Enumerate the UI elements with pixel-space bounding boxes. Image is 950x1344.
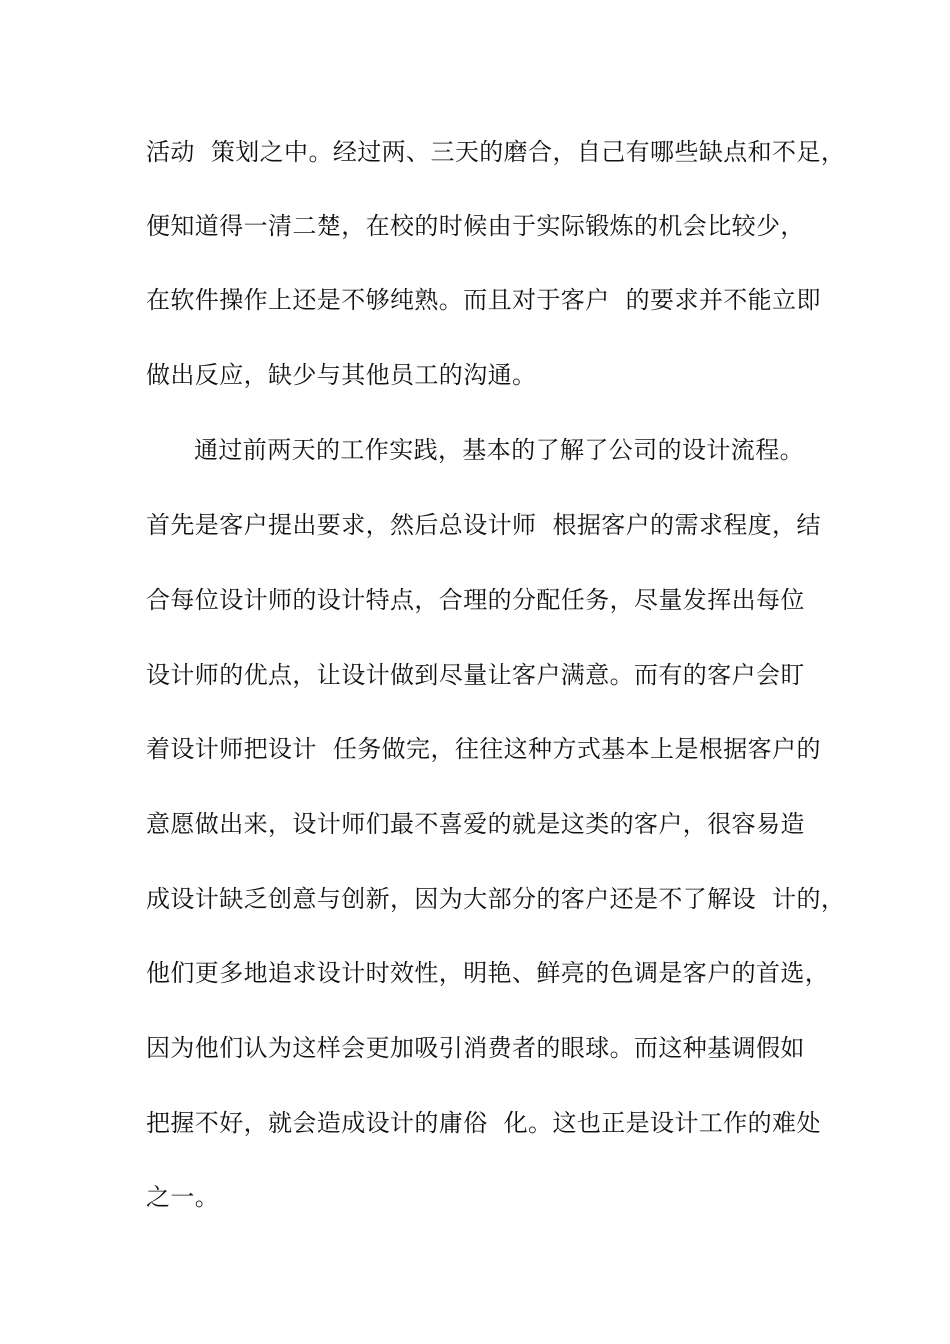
text-line: 合每位设计师的设计特点，合理的分配任务，尽量发挥出每位: [146, 586, 805, 614]
text-line: 因为他们认为这样会更加吸引消费者的眼球。而这种基调假如: [146, 1034, 805, 1062]
text-line: 之一。: [146, 1183, 220, 1211]
text-line: 他们更多地追求设计时效性，明艳、鲜亮的色调是客户的首选，: [146, 959, 830, 987]
text-line: 成设计缺乏创意与创新，因为大部分的客户还是不了解设 计的，: [146, 885, 846, 913]
text-line: 设计师的优点，让设计做到尽量让客户满意。而有的客户会盯: [146, 661, 805, 689]
text-line: 着设计师把设计 任务做完，往往这种方式基本上是根据客户的: [146, 735, 821, 763]
text-line: 便知道得一清二楚，在校的时候由于实际锻炼的机会比较少，: [146, 212, 805, 240]
text-line: 意愿做出来，设计师们最不喜爱的就是这类的客户，很容易造: [146, 810, 805, 838]
text-line: 做出反应，缺少与其他员工的沟通。: [146, 361, 537, 389]
text-line: 把握不好，就会造成设计的庸俗 化。这也正是设计工作的难处: [146, 1109, 821, 1137]
text-line: 首先是客户提出要求，然后总设计师 根据客户的需求程度，结: [146, 511, 821, 539]
text-line: 活动 策划之中。经过两、三天的磨合，自己有哪些缺点和不足，: [146, 138, 846, 166]
text-line: 在软件操作上还是不够纯熟。而且对于客户 的要求并不能立即: [146, 286, 821, 314]
paragraph-first-line: 通过前两天的工作实践，基本的了解了公司的设计流程。: [194, 436, 804, 464]
